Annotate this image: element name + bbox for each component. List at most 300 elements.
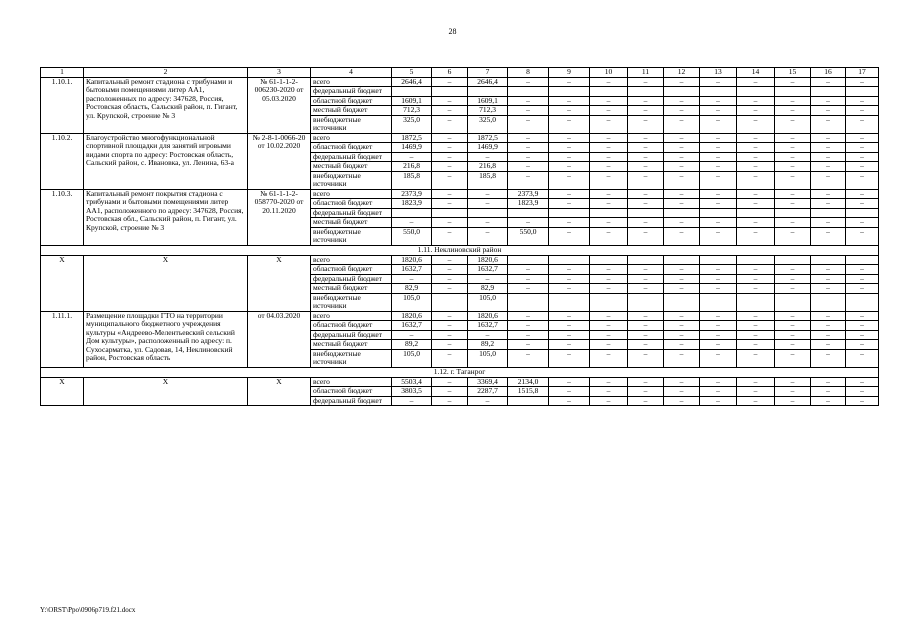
amount-cell: 2646,4 [468,77,508,87]
amount-cell: – [432,274,468,284]
amount-cell: – [628,377,664,387]
amount-cell: – [468,330,508,340]
amount-cell: – [468,189,508,199]
amount-cell: – [811,396,846,406]
amount-cell: – [846,152,879,162]
funding-source: федеральный бюджет [311,87,392,97]
funding-source: всего [311,189,392,199]
column-number-header: 5 [392,68,432,78]
amount-cell: – [700,115,737,133]
amount-cell: – [664,152,700,162]
amount-cell [700,208,737,218]
amount-cell [628,293,664,311]
amount-cell: – [775,143,811,153]
amount-cell: – [590,152,628,162]
amount-cell: – [737,349,775,367]
amount-cell: – [664,284,700,294]
amount-cell: 3369,4 [468,377,508,387]
amount-cell: – [549,189,590,199]
amount-cell: – [590,133,628,143]
amount-cell: – [628,227,664,245]
amount-cell: 89,2 [468,340,508,350]
amount-cell: – [628,189,664,199]
amount-cell: – [590,218,628,228]
amount-cell: – [590,265,628,275]
amount-cell [508,396,549,406]
column-number-header: 11 [628,68,664,78]
amount-cell: – [508,311,549,321]
amount-cell: – [700,321,737,331]
amount-cell: – [508,77,549,87]
amount-cell: – [468,274,508,284]
amount-cell: – [846,96,879,106]
table-row [41,77,879,87]
amount-cell: – [846,218,879,228]
funding-source: федеральный бюджет [311,396,392,406]
amount-cell: 550,0 [392,227,432,245]
amount-cell: – [508,284,549,294]
amount-cell [508,293,549,311]
amount-cell: – [737,396,775,406]
amount-cell [775,255,811,265]
document-code: № 61-1-1-2-058770-2020 от 20.11.2020 [248,189,311,245]
amount-cell: – [811,330,846,340]
row-number: 1.10.2. [41,133,84,189]
amount-cell: – [775,106,811,116]
amount-cell: – [628,77,664,87]
amount-cell: – [628,340,664,350]
amount-cell: – [846,340,879,350]
amount-cell: – [846,171,879,189]
amount-cell: – [549,133,590,143]
amount-cell: – [432,199,468,209]
amount-cell: – [700,199,737,209]
amount-cell: – [590,396,628,406]
amount-cell [664,87,700,97]
amount-cell: – [664,77,700,87]
amount-cell: – [628,396,664,406]
amount-cell: – [775,349,811,367]
funding-source: областной бюджет [311,96,392,106]
table-row [41,133,879,143]
amount-cell [590,293,628,311]
amount-cell: – [737,265,775,275]
amount-cell: 5503,4 [392,377,432,387]
amount-cell: – [432,349,468,367]
amount-cell: – [664,340,700,350]
amount-cell [508,208,549,218]
funding-source: всего [311,77,392,87]
amount-cell: – [432,152,468,162]
amount-cell: – [664,330,700,340]
amount-cell: 185,8 [392,171,432,189]
column-number-header: 15 [775,68,811,78]
funding-source: местный бюджет [311,218,392,228]
amount-cell: – [775,330,811,340]
amount-cell: – [775,387,811,397]
amount-cell: – [811,274,846,284]
amount-cell [846,293,879,311]
amount-cell: – [664,133,700,143]
budget-table [40,67,879,406]
amount-cell: – [664,218,700,228]
amount-cell: – [549,311,590,321]
amount-cell: – [811,162,846,172]
row-number: 1.10.3. [41,189,84,245]
amount-cell: – [432,133,468,143]
amount-cell: – [811,227,846,245]
amount-cell: 3803,5 [392,387,432,397]
amount-cell: – [628,106,664,116]
amount-cell: – [737,340,775,350]
amount-cell: 1820,6 [392,311,432,321]
amount-cell: – [628,133,664,143]
amount-cell: – [775,115,811,133]
funding-source: внебюджетные источники [311,349,392,367]
amount-cell: 550,0 [508,227,549,245]
amount-cell: – [811,265,846,275]
amount-cell [508,87,549,97]
amount-cell: – [549,274,590,284]
amount-cell: – [664,311,700,321]
amount-cell: – [700,311,737,321]
funding-source: внебюджетные источники [311,171,392,189]
amount-cell: – [590,377,628,387]
amount-cell: – [700,171,737,189]
amount-cell: – [737,143,775,153]
amount-cell: – [432,330,468,340]
amount-cell: – [846,199,879,209]
amount-cell [664,255,700,265]
column-number-header: 4 [311,68,392,78]
amount-cell: – [700,265,737,275]
amount-cell: – [549,340,590,350]
object-description: Капитальный ремонт покрытия стадиона с трибунами и бытовыми помещениями литер АА1, расположенного по адресу: 347628, Россия, Ростовская обл., Сальский район, п. Гигант, ул. Крупской, строение № 3 [84,189,248,245]
row-number: Х [41,255,84,311]
amount-cell: – [628,115,664,133]
amount-cell: – [846,143,879,153]
amount-cell [432,208,468,218]
column-number-header: 8 [508,68,549,78]
object-description: Капитальный ремонт стадиона с трибунами и бытовыми помещениями литер АА1, расположенных по адресу: 347628, Россия, Ростовская область, Сальский район, п. Гигант, ул. Крупской, строение № 3 [84,77,248,133]
amount-cell: 82,9 [468,284,508,294]
amount-cell: – [628,171,664,189]
amount-cell: 325,0 [468,115,508,133]
amount-cell [468,87,508,97]
amount-cell: – [811,143,846,153]
footer-file-path: Y:\ORST\Ppo\0906p719.f21.docx [40,606,136,614]
amount-cell: – [775,152,811,162]
amount-cell: – [549,171,590,189]
amount-cell: – [775,171,811,189]
amount-cell: – [549,218,590,228]
amount-cell: – [775,162,811,172]
amount-cell: – [549,77,590,87]
section-row [41,367,879,377]
table-row [41,189,879,199]
amount-cell: – [432,218,468,228]
amount-cell: – [775,218,811,228]
amount-cell: – [508,143,549,153]
amount-cell: – [737,199,775,209]
amount-cell: – [590,311,628,321]
amount-cell: – [700,106,737,116]
amount-cell: – [737,115,775,133]
funding-source: областной бюджет [311,265,392,275]
amount-cell: – [846,133,879,143]
amount-cell: – [737,152,775,162]
amount-cell: – [628,321,664,331]
amount-cell: – [700,77,737,87]
amount-cell: – [508,349,549,367]
amount-cell: – [590,106,628,116]
amount-cell: 2646,4 [392,77,432,87]
amount-cell: – [664,189,700,199]
column-number-header: 10 [590,68,628,78]
amount-cell: – [549,96,590,106]
amount-cell: – [628,349,664,367]
amount-cell: – [392,218,432,228]
row-number: Х [41,377,84,406]
amount-cell: – [628,143,664,153]
amount-cell: – [468,199,508,209]
document-code: № 61-1-1-2-006230-2020 от 05.03.2020 [248,77,311,133]
amount-cell: – [811,171,846,189]
funding-source: местный бюджет [311,162,392,172]
amount-cell: – [508,152,549,162]
amount-cell: – [700,133,737,143]
amount-cell: – [737,330,775,340]
amount-cell: – [590,274,628,284]
amount-cell: – [628,218,664,228]
amount-cell: – [811,133,846,143]
amount-cell: – [432,377,468,387]
amount-cell: – [508,330,549,340]
amount-cell [628,208,664,218]
amount-cell: 1609,1 [468,96,508,106]
amount-cell: 2373,9 [392,189,432,199]
funding-source: федеральный бюджет [311,274,392,284]
amount-cell: – [811,349,846,367]
amount-cell: – [432,284,468,294]
amount-cell: – [700,227,737,245]
amount-cell: – [664,387,700,397]
amount-cell: – [628,152,664,162]
column-number-header: 2 [84,68,248,78]
funding-source: внебюджетные источники [311,115,392,133]
amount-cell: – [432,115,468,133]
amount-cell: – [549,115,590,133]
amount-cell: 1469,9 [468,143,508,153]
amount-cell: 325,0 [392,115,432,133]
amount-cell [811,293,846,311]
amount-cell: – [700,340,737,350]
funding-source: всего [311,255,392,265]
amount-cell: – [628,311,664,321]
amount-cell: – [846,311,879,321]
amount-cell [664,208,700,218]
amount-cell: – [590,77,628,87]
amount-cell: – [811,340,846,350]
amount-cell: – [664,199,700,209]
amount-cell: – [811,152,846,162]
amount-cell: – [590,162,628,172]
amount-cell: – [664,274,700,284]
amount-cell: – [508,115,549,133]
amount-cell: 1820,6 [468,311,508,321]
amount-cell: – [590,96,628,106]
amount-cell: – [775,396,811,406]
amount-cell [846,255,879,265]
amount-cell: – [846,227,879,245]
amount-cell: – [590,189,628,199]
funding-source: областной бюджет [311,143,392,153]
amount-cell: – [811,106,846,116]
amount-cell: – [549,377,590,387]
amount-cell: – [846,377,879,387]
amount-cell: – [737,377,775,387]
amount-cell: – [775,377,811,387]
table-row [41,255,879,265]
amount-cell: – [664,321,700,331]
amount-cell [775,208,811,218]
document-code: Х [248,377,311,406]
amount-cell: – [700,162,737,172]
amount-cell: – [737,189,775,199]
amount-cell [590,208,628,218]
amount-cell: 1632,7 [392,321,432,331]
amount-cell [432,293,468,311]
amount-cell: – [737,77,775,87]
amount-cell: – [664,349,700,367]
amount-cell: – [737,218,775,228]
amount-cell: 712,3 [392,106,432,116]
amount-cell: – [432,311,468,321]
amount-cell: – [664,143,700,153]
amount-cell: – [664,377,700,387]
amount-cell [590,87,628,97]
amount-cell: – [508,162,549,172]
amount-cell: – [700,143,737,153]
amount-cell: – [432,106,468,116]
amount-cell: – [508,340,549,350]
amount-cell: – [549,330,590,340]
amount-cell: – [846,77,879,87]
amount-cell [432,87,468,97]
amount-cell: – [590,349,628,367]
amount-cell [590,255,628,265]
amount-cell: – [549,227,590,245]
amount-cell: – [775,321,811,331]
funding-source: местный бюджет [311,284,392,294]
column-number-header: 14 [737,68,775,78]
amount-cell: – [700,284,737,294]
amount-cell: 105,0 [468,349,508,367]
amount-cell: – [432,77,468,87]
amount-cell: – [508,96,549,106]
funding-source: областной бюджет [311,387,392,397]
amount-cell: – [775,284,811,294]
amount-cell: – [846,321,879,331]
amount-cell: – [590,115,628,133]
amount-cell: 2373,9 [508,189,549,199]
amount-cell: 105,0 [392,349,432,367]
amount-cell: 1632,7 [468,265,508,275]
amount-cell: – [737,387,775,397]
amount-cell: – [508,171,549,189]
amount-cell [664,293,700,311]
amount-cell: – [664,171,700,189]
amount-cell: – [432,321,468,331]
amount-cell: – [700,377,737,387]
amount-cell: – [811,377,846,387]
amount-cell: – [628,284,664,294]
amount-cell: – [811,77,846,87]
amount-cell: – [432,396,468,406]
amount-cell [737,293,775,311]
column-number-header: 1 [41,68,84,78]
amount-cell: – [628,330,664,340]
amount-cell: – [549,284,590,294]
amount-cell: – [508,274,549,284]
funding-source: всего [311,377,392,387]
amount-cell: – [549,143,590,153]
amount-cell: – [664,396,700,406]
amount-cell [846,87,879,97]
amount-cell [549,293,590,311]
amount-cell: 2134,0 [508,377,549,387]
object-description: Х [84,255,248,311]
amount-cell [700,293,737,311]
column-number-header: 12 [664,68,700,78]
amount-cell: 2287,7 [468,387,508,397]
amount-cell: – [590,284,628,294]
amount-cell: – [628,387,664,397]
amount-cell: – [737,227,775,245]
amount-cell: – [432,387,468,397]
amount-cell: – [468,396,508,406]
amount-cell: – [590,171,628,189]
amount-cell: – [549,387,590,397]
funding-source: федеральный бюджет [311,152,392,162]
column-number-header: 16 [811,68,846,78]
amount-cell: – [432,340,468,350]
amount-cell [811,255,846,265]
amount-cell: – [628,274,664,284]
amount-cell [700,87,737,97]
amount-cell: 105,0 [392,293,432,311]
amount-cell: – [508,218,549,228]
amount-cell: – [737,321,775,331]
amount-cell: – [700,218,737,228]
amount-cell [737,208,775,218]
amount-cell [468,208,508,218]
funding-source: областной бюджет [311,321,392,331]
amount-cell: – [811,189,846,199]
amount-cell [628,255,664,265]
amount-cell: – [846,330,879,340]
amount-cell: – [590,321,628,331]
amount-cell: – [846,396,879,406]
amount-cell: – [432,265,468,275]
amount-cell: – [775,189,811,199]
amount-cell: – [846,284,879,294]
funding-source: местный бюджет [311,340,392,350]
amount-cell: 1872,5 [392,133,432,143]
amount-cell: – [775,227,811,245]
object-description: Х [84,377,248,406]
amount-cell: – [508,321,549,331]
